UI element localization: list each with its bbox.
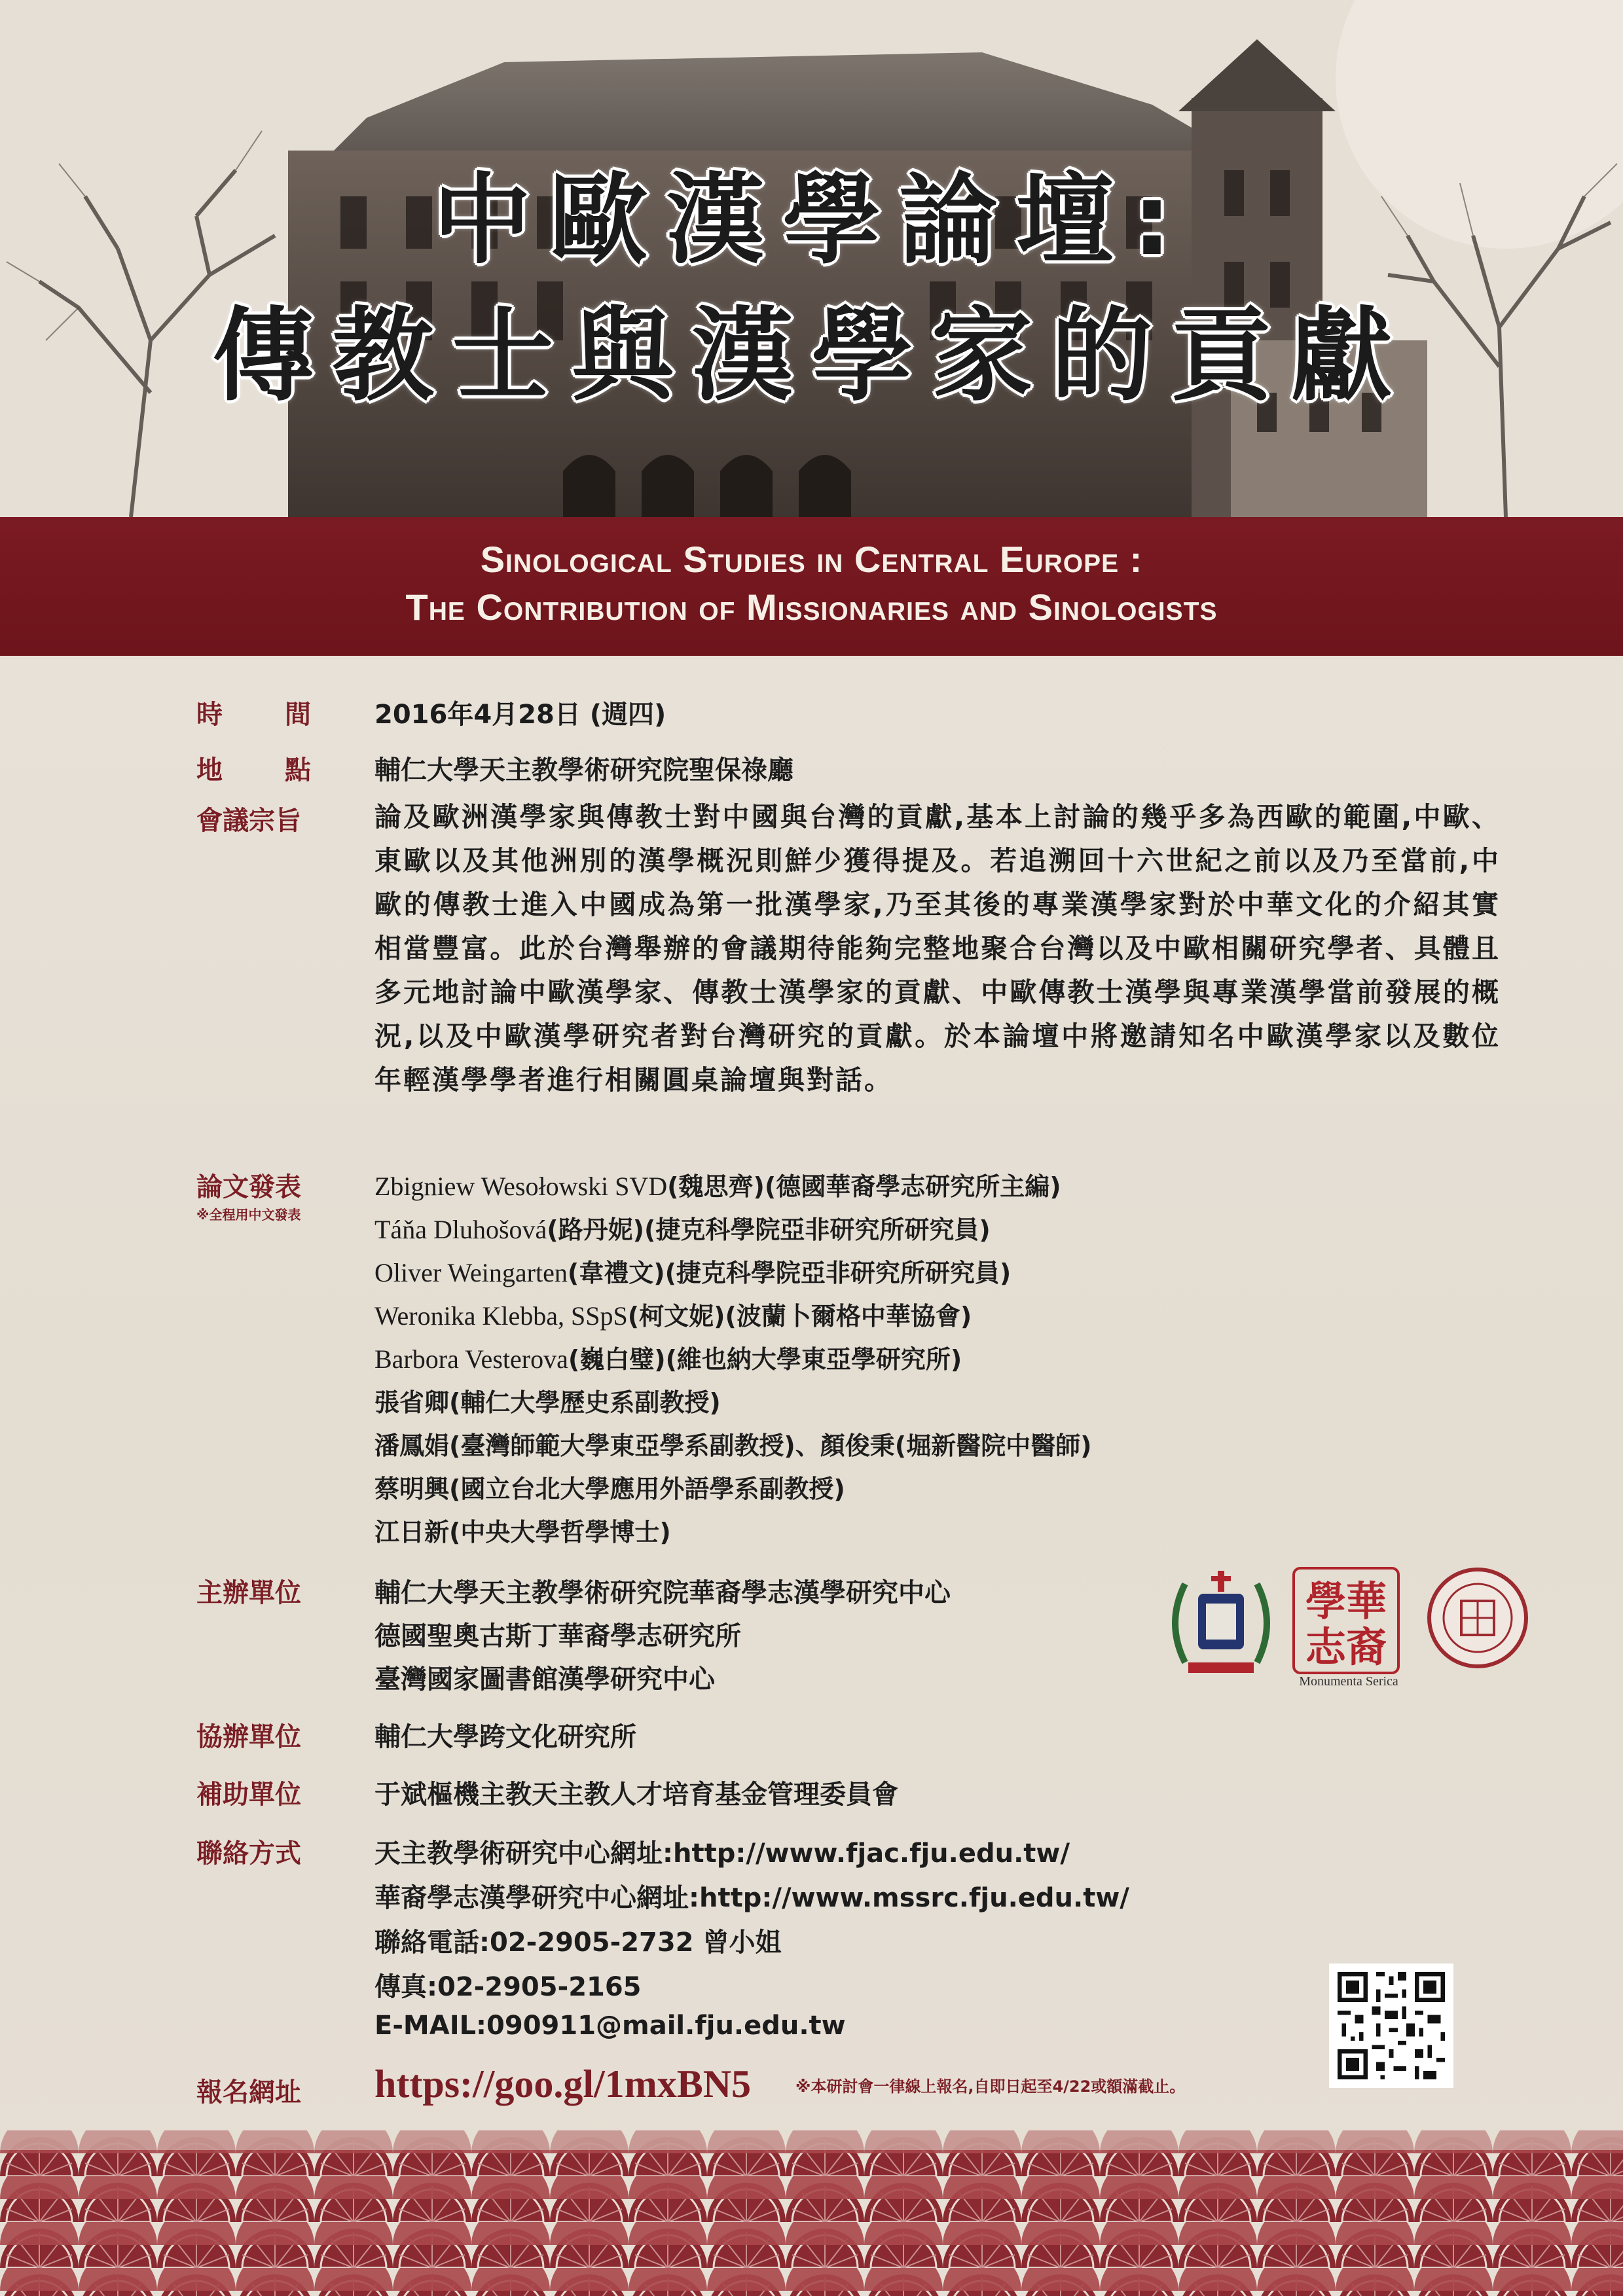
speaker-row — [374, 1382, 721, 1418]
speaker-detail: 蔡明興(國立台北大學應用外語學系副教授) — [374, 1475, 845, 1503]
speaker-row — [374, 1339, 962, 1375]
sponsor-label: 補助單位 — [196, 1780, 301, 1810]
purpose-text: 論及歐洲漢學家與傳教士對中國與台灣的貢獻,基本上討論的幾乎多為西歐的範圍,中歐、東歐以及其他洲別的漢學概況則鮮少獲得提及。若追溯回十六世紀之前以及乃至當前,中歐的傳教士進入中國成為第一批漢學家,乃至其後的專業漢學家對於中華文化的介紹其實相當豐富。此於台灣舉辦的會議期待能夠完整地聚合台灣以及中歐相關研究學者、具體且多元地討論中歐漢學家、傳教士漢學家的貢獻、中歐傳教士漢學與專業漢學當前發展的概況,以及中歐漢學研究者對台灣研究的貢獻。於本論壇中將邀請知名中歐漢學家以及數位年輕漢學學者進行相關圓桌論壇與對話。 — [374, 801, 1501, 1096]
purpose-label: 會議宗旨 — [196, 806, 301, 836]
speaker-row — [374, 1426, 1091, 1462]
speaker-detail: (魏思齊)(德國華裔學志研究所主編) — [667, 1172, 1061, 1201]
speaker-row — [374, 1296, 972, 1332]
register-link[interactable]: https://goo.gl/1mxBN5 — [374, 2062, 752, 2106]
contact-item: 華裔學志漢學研究中心網址:http://www.mssrc.fju.edu.tw/ — [374, 1883, 1129, 1913]
english-title-line-2: The Contribution of Missionaries and Sinologists — [405, 586, 1218, 628]
time-value: 2016年4月28日 (週四) — [374, 700, 666, 730]
papers-note: ※全程用中文發表 — [196, 1207, 301, 1223]
seal-text-bottom: 志裔 — [1305, 1623, 1387, 1671]
coorganizer-label: 協辦單位 — [196, 1722, 301, 1752]
coorganizer-value: 輔仁大學跨文化研究所 — [374, 1722, 636, 1752]
header-photo — [0, 0, 1623, 517]
sponsor-value: 于斌樞機主教天主教人才培育基金管理委員會 — [374, 1780, 898, 1810]
fju-emblem-icon — [1165, 1564, 1277, 1682]
speaker-row — [374, 1512, 671, 1548]
speaker-name: Zbigniew Wesołowski SVD — [374, 1172, 668, 1201]
place-value: 輔仁大學天主教學術研究院聖保祿廳 — [374, 755, 793, 785]
chinese-title-line-1: 中歐漢學論壇: — [433, 164, 1190, 278]
footer-fan-pattern — [0, 2130, 1623, 2296]
speaker-name: Barbora Vesterova — [374, 1344, 568, 1374]
contact-item: 天主教學術研究中心網址:http://www.fjac.fju.edu.tw/ — [374, 1839, 1070, 1869]
speaker-row — [374, 1253, 1011, 1289]
contact-item: 聯絡電話:02-2905-2732 曾小姐 — [374, 1928, 782, 1958]
speaker-detail: (路丹妮)(捷克科學院亞非研究所研究員) — [547, 1215, 991, 1244]
national-central-library-seal-icon — [1426, 1563, 1529, 1673]
organizer-item: 輔仁大學天主教學術研究院華裔學志漢學研究中心 — [374, 1578, 951, 1608]
place-label: 地點 — [196, 755, 373, 785]
monumenta-serica-caption: Monumenta Serica — [1299, 1674, 1398, 1689]
speaker-detail: 江日新(中央大學哲學博士) — [374, 1518, 671, 1547]
speaker-detail: (巍白璧)(維也納大學東亞學研究所) — [568, 1345, 962, 1374]
organizer-item: 臺灣國家圖書館漢學研究中心 — [374, 1664, 715, 1695]
speaker-row — [374, 1166, 1061, 1202]
speaker-detail: (韋禮文)(捷克科學院亞非研究所研究員) — [567, 1259, 1012, 1287]
speaker-detail: (柯文妮)(波蘭卜爾格中華協會) — [627, 1302, 972, 1331]
speaker-row — [374, 1210, 991, 1246]
speaker-detail: 潘鳳娟(臺灣師範大學東亞學系副教授)、顏俊秉(堀新醫院中醫師) — [374, 1431, 1092, 1460]
contact-label: 聯絡方式 — [196, 1839, 301, 1869]
speaker-name: Weronika Klebba, SSpS — [374, 1301, 628, 1331]
chinese-title-line-2: 傳教士與漢學家的貢獻 — [212, 296, 1411, 415]
organizer-item: 德國聖奧古斯丁華裔學志研究所 — [374, 1621, 741, 1651]
english-title-band — [0, 517, 1623, 656]
monumenta-serica-seal-icon — [1291, 1566, 1401, 1677]
contact-item: 傳真:02-2905-2165 — [374, 1972, 642, 2002]
speaker-row — [374, 1469, 845, 1505]
contact-item: E-MAIL:090911@mail.fju.edu.tw — [374, 2011, 846, 2041]
organizer-label: 主辦單位 — [196, 1578, 301, 1608]
register-label: 報名網址 — [196, 2077, 301, 2108]
speaker-detail: 張省卿(輔仁大學歷史系副教授) — [374, 1388, 721, 1417]
papers-label: 論文發表 — [196, 1172, 301, 1202]
speaker-name: Oliver Weingarten — [374, 1258, 568, 1287]
qr-code-icon — [1329, 1964, 1453, 2088]
speaker-name: Táňa Dluhošová — [374, 1215, 547, 1244]
register-note: ※本研討會一律線上報名,自即日起至4/22或額滿截止。 — [795, 2077, 1186, 2096]
time-label: 時間 — [196, 700, 373, 730]
seal-text-top: 學華 — [1305, 1577, 1387, 1625]
english-title-line-1: Sinological Studies in Central Europe : — [480, 539, 1143, 580]
